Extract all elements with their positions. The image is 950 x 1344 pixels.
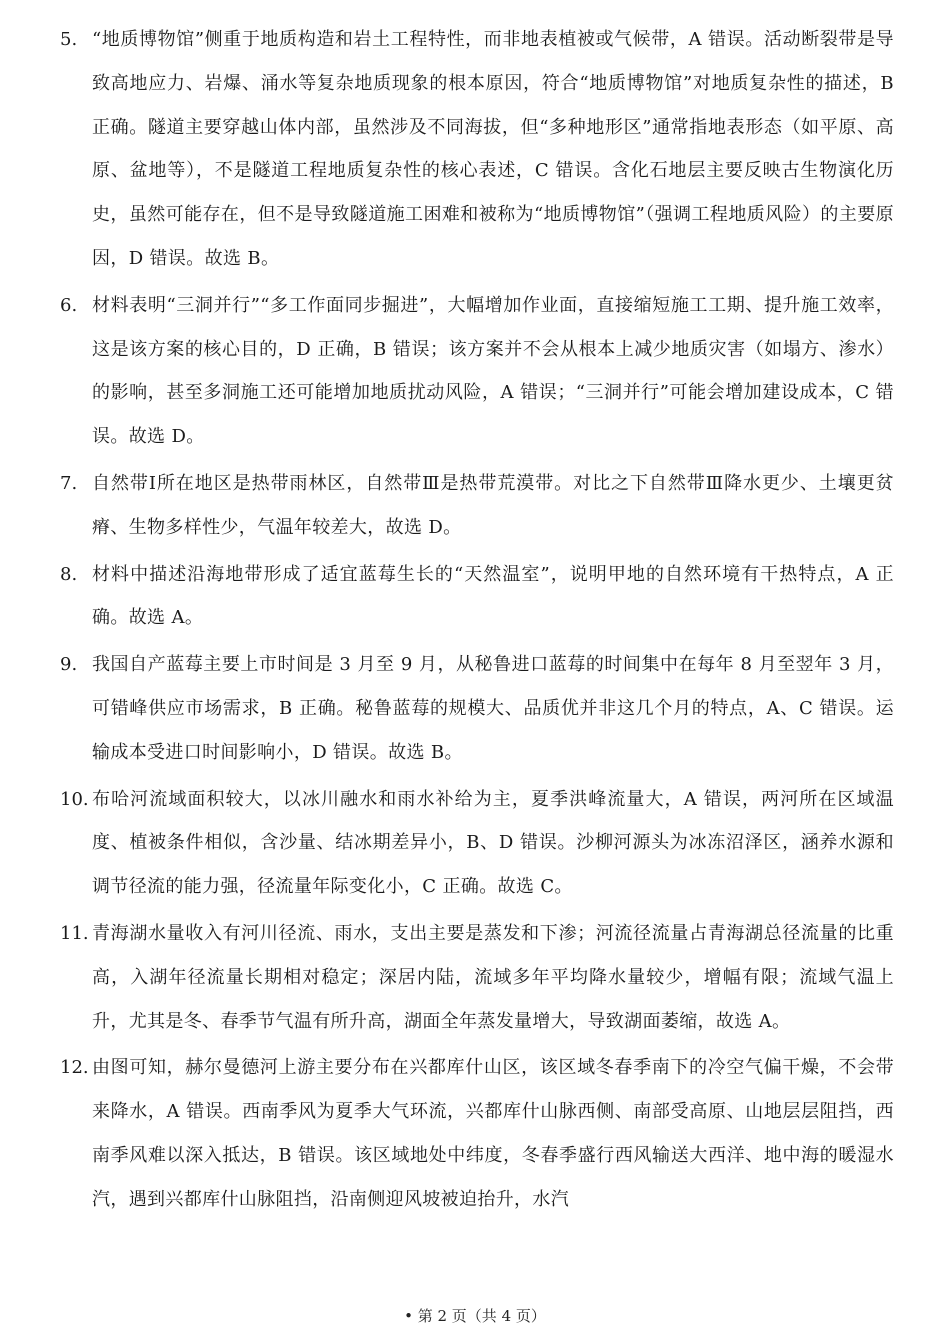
item-number: 9. — [60, 654, 78, 676]
item-text: 自然带Ⅰ所在地区是热带雨林区，自然带Ⅲ是热带荒漠带。对比之下自然带Ⅲ降水更少、土壤更贫瘠、生物多样性少，气温年较差大，故选 D。 — [92, 472, 894, 538]
answer-item-9 — [60, 643, 894, 774]
item-number: 6. — [60, 294, 78, 316]
item-text: 材料中描述沿海地带形成了适宜蓝莓生长的“天然温室”，说明甲地的自然环境有干热特点，A 正确。故选 A。 — [92, 563, 894, 629]
item-number: 10. — [60, 788, 89, 810]
answer-item-10 — [60, 778, 894, 909]
answer-item-7 — [60, 462, 894, 550]
answer-item-5 — [60, 18, 894, 281]
item-text: “地质博物馆”侧重于地质构造和岩土工程特性，而非地表植被或气候带，A 错误。活动断裂带是导致高地应力、岩爆、涌水等复杂地质现象的根本原因，符合“地质博物馆”对地质复杂性的描述，B 正确。隧道主要穿越山体内部，虽然涉及不同海拔，但“多种地形区”通常指地表形态（如平原、高原、盆地等），不是隧道工程地质复杂性的核心表述，C 错误。含化石地层主要反映古生物演化历史，虽然可能存在，但不是导致隧道施工困难和被称为“地质博物馆”（强调工程地质风险）的主要原因，D 错误。故选 B。 — [92, 29, 894, 269]
answer-list — [60, 18, 894, 1225]
item-text: 布哈河流域面积较大，以冰川融水和雨水补给为主，夏季洪峰流量大，A 错误，两河所在区域温度、植被条件相似，含沙量、结冰期差异小，B、D 错误。沙柳河源头为冰冻沼泽区，涵养水源和调节径流的能力强，径流量年际变化小，C 正确。故选 C。 — [92, 788, 894, 898]
page-footer: • 第 2 页（共 4 页） — [404, 1307, 546, 1325]
answer-item-8 — [60, 553, 894, 641]
item-text: 青海湖水量收入有河川径流、雨水，支出主要是蒸发和下渗；河流径流量占青海湖总径流量的比重高，入湖年径流量长期相对稳定；深居内陆，流域多年平均降水量较少，增幅有限；流域气温上升，尤其是冬、春季节气温有所升高，湖面全年蒸发量增大，导致湖面萎缩，故选 A。 — [92, 922, 894, 1032]
item-text: 由图可知，赫尔曼德河上游主要分布在兴都库什山区，该区域冬春季南下的冷空气偏干燥，不会带来降水，A 错误。西南季风为夏季大气环流，兴都库什山脉西侧、南部受高原、山地层层阻挡，西南季风难以深入抵达，B 错误。该区域地处中纬度，冬春季盛行西风输送大西洋、地中海的暖湿水汽，遇到兴都库什山脉阻挡，沿南侧迎风坡被迫抬升，水汽 — [92, 1057, 894, 1210]
item-number: 7. — [60, 472, 78, 494]
item-number: 11. — [60, 922, 89, 944]
item-number: 8. — [60, 563, 78, 585]
answer-item-11 — [60, 912, 894, 1043]
answer-item-12 — [60, 1046, 894, 1221]
item-number: 12. — [60, 1057, 89, 1079]
item-text: 材料表明“三洞并行”“多工作面同步掘进”，大幅增加作业面，直接缩短施工工期、提升施工效率，这是该方案的核心目的，D 正确，B 错误；该方案并不会从根本上减少地质灾害（如塌方、渗水）的影响，甚至多洞施工还可能增加地质扰动风险，A 错误；“三洞并行”可能会增加建设成本，C 错误。故选 D。 — [92, 294, 894, 448]
item-number: 5. — [60, 29, 78, 50]
answer-item-6 — [60, 284, 894, 459]
item-text: 我国自产蓝莓主要上市时间是 3 月至 9 月，从秘鲁进口蓝莓的时间集中在每年 8 月至翌年 3 月，可错峰供应市场需求，B 正确。秘鲁蓝莓的规模大、品质优并非这几个月的特点，A、C 错误。运输成本受进口时间影响小，D 错误。故选 B。 — [92, 654, 894, 763]
